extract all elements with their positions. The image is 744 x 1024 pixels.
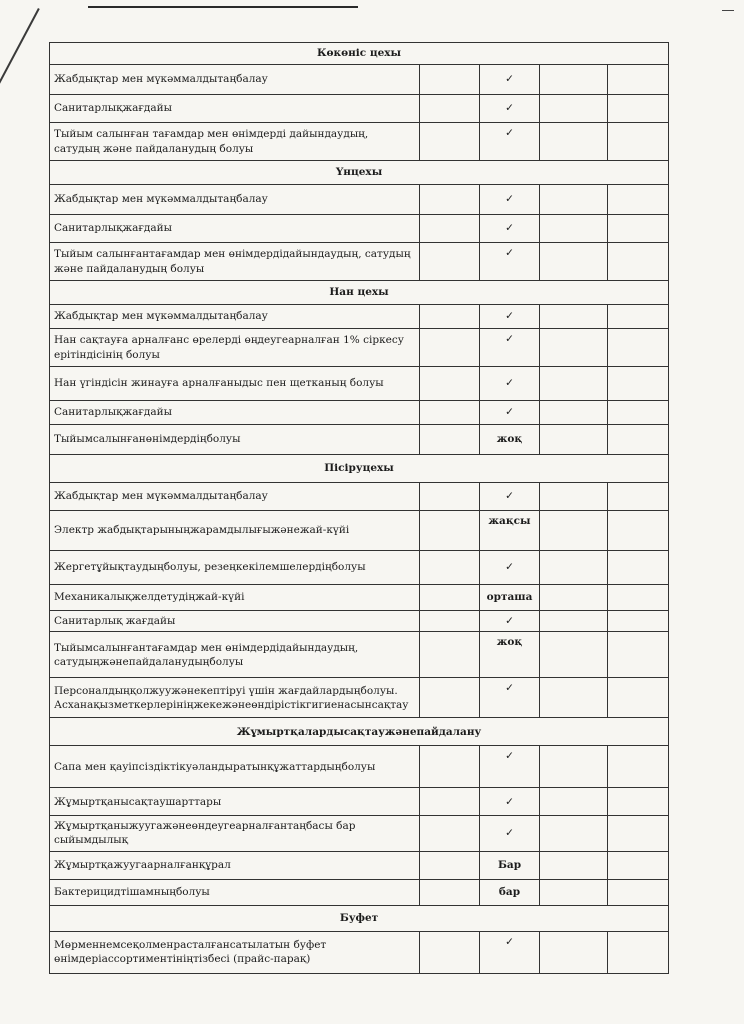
scan-artifact-top-line <box>88 6 358 8</box>
table-row <box>50 425 669 455</box>
empty-cell <box>608 305 669 329</box>
criterion-label: Жабдықтар мен мүкәммалдытаңбалау <box>50 305 420 329</box>
table-row <box>50 215 669 243</box>
empty-cell <box>420 243 480 281</box>
check-icon: ✓ <box>480 746 540 788</box>
criterion-label: Жұмыртқажуугаарналғанқұрал <box>50 851 420 879</box>
table-row <box>50 611 669 632</box>
status-value: жоқ <box>480 632 540 678</box>
check-icon: ✓ <box>480 931 540 973</box>
section-title: Жұмыртқалардысақтаужәнепайдалану <box>50 718 669 746</box>
check-icon: ✓ <box>480 185 540 215</box>
empty-cell <box>420 931 480 973</box>
table-row <box>50 585 669 611</box>
criterion-label: Бактерицидтішамныңболуы <box>50 879 420 905</box>
table-row <box>50 65 669 95</box>
empty-cell <box>420 95 480 123</box>
section-title: Буфет <box>50 905 669 931</box>
scan-artifact-diagonal <box>0 8 40 141</box>
criterion-label: Санитарлықжағдайы <box>50 401 420 425</box>
empty-cell <box>420 425 480 455</box>
empty-cell <box>608 243 669 281</box>
empty-cell <box>608 511 669 551</box>
table-row <box>50 678 669 718</box>
criterion-label: Нан үгіндісін жинауға арналғаныдыс пен щетканың болуы <box>50 367 420 401</box>
empty-cell <box>540 305 608 329</box>
criterion-label: Санитарлықжағдайы <box>50 215 420 243</box>
empty-cell <box>540 185 608 215</box>
check-icon: ✓ <box>480 305 540 329</box>
section-header-row <box>50 718 669 746</box>
empty-cell <box>540 585 608 611</box>
criterion-label: Тыйым салынған тағамдар мен өнімдерді дайындаудың, сатудың және пайдаланудың болуы <box>50 123 420 161</box>
table-row <box>50 511 669 551</box>
criterion-label: Тыйым салынғантағамдар мен өнімдердідайындаудың, сатудың және пайдаланудың болуы <box>50 243 420 281</box>
criterion-label: Жұмыртқаныжуугажәнеөндеугеарналғантаңбасы бар сыйымдылық <box>50 816 420 851</box>
table-row <box>50 243 669 281</box>
empty-cell <box>540 611 608 632</box>
empty-cell <box>420 367 480 401</box>
empty-cell <box>608 367 669 401</box>
status-value: Бар <box>480 851 540 879</box>
empty-cell <box>540 329 608 367</box>
status-value: орташа <box>480 585 540 611</box>
check-icon: ✓ <box>480 95 540 123</box>
empty-cell <box>540 879 608 905</box>
empty-cell <box>608 931 669 973</box>
empty-cell <box>608 632 669 678</box>
empty-cell <box>540 65 608 95</box>
criterion-label: Санитарлықжағдайы <box>50 95 420 123</box>
check-icon: ✓ <box>480 65 540 95</box>
section-title: Үнцехы <box>50 161 669 185</box>
check-icon: ✓ <box>480 678 540 718</box>
section-header-row <box>50 43 669 65</box>
empty-cell <box>608 95 669 123</box>
table-row <box>50 95 669 123</box>
table-row <box>50 329 669 367</box>
empty-cell <box>608 585 669 611</box>
criterion-label: Жабдықтар мен мүкәммалдытаңбалау <box>50 185 420 215</box>
section-title: Нан цехы <box>50 281 669 305</box>
empty-cell <box>540 551 608 585</box>
criterion-label: Персоналдыңқолжуужәнекептіруі үшін жағдайлардыңболуы. Асханақызметкерлерініңжекежәнеөндірістікгигиенасынсақтау <box>50 678 420 718</box>
empty-cell <box>540 95 608 123</box>
empty-cell <box>608 401 669 425</box>
check-icon: ✓ <box>480 816 540 851</box>
empty-cell <box>540 788 608 816</box>
empty-cell <box>420 678 480 718</box>
empty-cell <box>540 678 608 718</box>
section-title: Көкөніс цехы <box>50 43 669 65</box>
empty-cell <box>540 401 608 425</box>
check-icon: ✓ <box>480 611 540 632</box>
criterion-label: Электр жабдықтарыныңжарамдылығыжәнежай-күйі <box>50 511 420 551</box>
inspection-table <box>49 42 669 974</box>
table-row <box>50 816 669 851</box>
empty-cell <box>420 401 480 425</box>
empty-cell <box>420 611 480 632</box>
empty-cell <box>420 551 480 585</box>
check-icon: ✓ <box>480 551 540 585</box>
criterion-label: Санитарлық жағдайы <box>50 611 420 632</box>
empty-cell <box>420 585 480 611</box>
check-icon: ✓ <box>480 401 540 425</box>
empty-cell <box>540 632 608 678</box>
status-value: бар <box>480 879 540 905</box>
empty-cell <box>608 746 669 788</box>
check-icon: ✓ <box>480 243 540 281</box>
criterion-label: Механикалықжелдетудіңжай-күйі <box>50 585 420 611</box>
empty-cell <box>420 123 480 161</box>
table-row <box>50 123 669 161</box>
empty-cell <box>608 215 669 243</box>
empty-cell <box>608 329 669 367</box>
empty-cell <box>608 425 669 455</box>
table-row <box>50 305 669 329</box>
table-row <box>50 483 669 511</box>
criterion-label: Тыйымсалынғанөнімдердіңболуы <box>50 425 420 455</box>
empty-cell <box>420 483 480 511</box>
empty-cell <box>608 65 669 95</box>
empty-cell <box>608 788 669 816</box>
check-icon: ✓ <box>480 367 540 401</box>
empty-cell <box>420 305 480 329</box>
section-header-row <box>50 905 669 931</box>
check-icon: ✓ <box>480 329 540 367</box>
empty-cell <box>420 632 480 678</box>
table-row <box>50 185 669 215</box>
table-row <box>50 931 669 973</box>
empty-cell <box>420 185 480 215</box>
status-value: жақсы <box>480 511 540 551</box>
empty-cell <box>540 243 608 281</box>
criterion-label: Жабдықтар мен мүкәммалдытаңбалау <box>50 483 420 511</box>
criterion-label: Мөрменнемсеқолменрасталғансатылатын буфет өнімдеріассортиментініңтізбесі (прайс-парақ) <box>50 931 420 973</box>
check-icon: ✓ <box>480 123 540 161</box>
section-header-row <box>50 161 669 185</box>
empty-cell <box>420 746 480 788</box>
check-icon: ✓ <box>480 483 540 511</box>
empty-cell <box>420 65 480 95</box>
empty-cell <box>608 551 669 585</box>
empty-cell <box>540 851 608 879</box>
empty-cell <box>420 329 480 367</box>
empty-cell <box>540 425 608 455</box>
table-row <box>50 401 669 425</box>
table-row <box>50 746 669 788</box>
empty-cell <box>608 879 669 905</box>
section-header-row <box>50 281 669 305</box>
empty-cell <box>420 816 480 851</box>
table-row <box>50 879 669 905</box>
inspection-table-body <box>50 43 669 974</box>
empty-cell <box>420 215 480 243</box>
criterion-label: Нан сақтауға арналғанс өрелерді өңдеугеарналған 1% сіркесу ерітіндісінің болуы <box>50 329 420 367</box>
criterion-label: Жұмыртқанысақтаушарттары <box>50 788 420 816</box>
check-icon: ✓ <box>480 788 540 816</box>
criterion-label: Тыйымсалынғантағамдар мен өнімдердідайындаудың, сатудыңжәнепайдаланудыңболуы <box>50 632 420 678</box>
empty-cell <box>540 746 608 788</box>
empty-cell <box>608 185 669 215</box>
table-row <box>50 788 669 816</box>
empty-cell <box>540 816 608 851</box>
empty-cell <box>608 483 669 511</box>
section-title: Пісіруцехы <box>50 455 669 483</box>
status-value: жоқ <box>480 425 540 455</box>
criterion-label: Жергетұйықтаудыңболуы, резеңкекілемшелердіңболуы <box>50 551 420 585</box>
empty-cell <box>540 483 608 511</box>
empty-cell <box>420 511 480 551</box>
empty-cell <box>540 511 608 551</box>
empty-cell <box>540 123 608 161</box>
table-row <box>50 632 669 678</box>
empty-cell <box>608 851 669 879</box>
empty-cell <box>540 215 608 243</box>
empty-cell <box>420 879 480 905</box>
empty-cell <box>540 367 608 401</box>
empty-cell <box>420 851 480 879</box>
scan-artifact-dash <box>722 10 734 11</box>
empty-cell <box>608 678 669 718</box>
empty-cell <box>608 816 669 851</box>
table-row <box>50 551 669 585</box>
table-row <box>50 367 669 401</box>
empty-cell <box>608 123 669 161</box>
criterion-label: Сапа мен қауіпсіздіктікуәландыратынқұжаттардыңболуы <box>50 746 420 788</box>
empty-cell <box>608 611 669 632</box>
criterion-label: Жабдықтар мен мүкәммалдытаңбалау <box>50 65 420 95</box>
section-header-row <box>50 455 669 483</box>
check-icon: ✓ <box>480 215 540 243</box>
empty-cell <box>420 788 480 816</box>
table-row <box>50 851 669 879</box>
empty-cell <box>540 931 608 973</box>
